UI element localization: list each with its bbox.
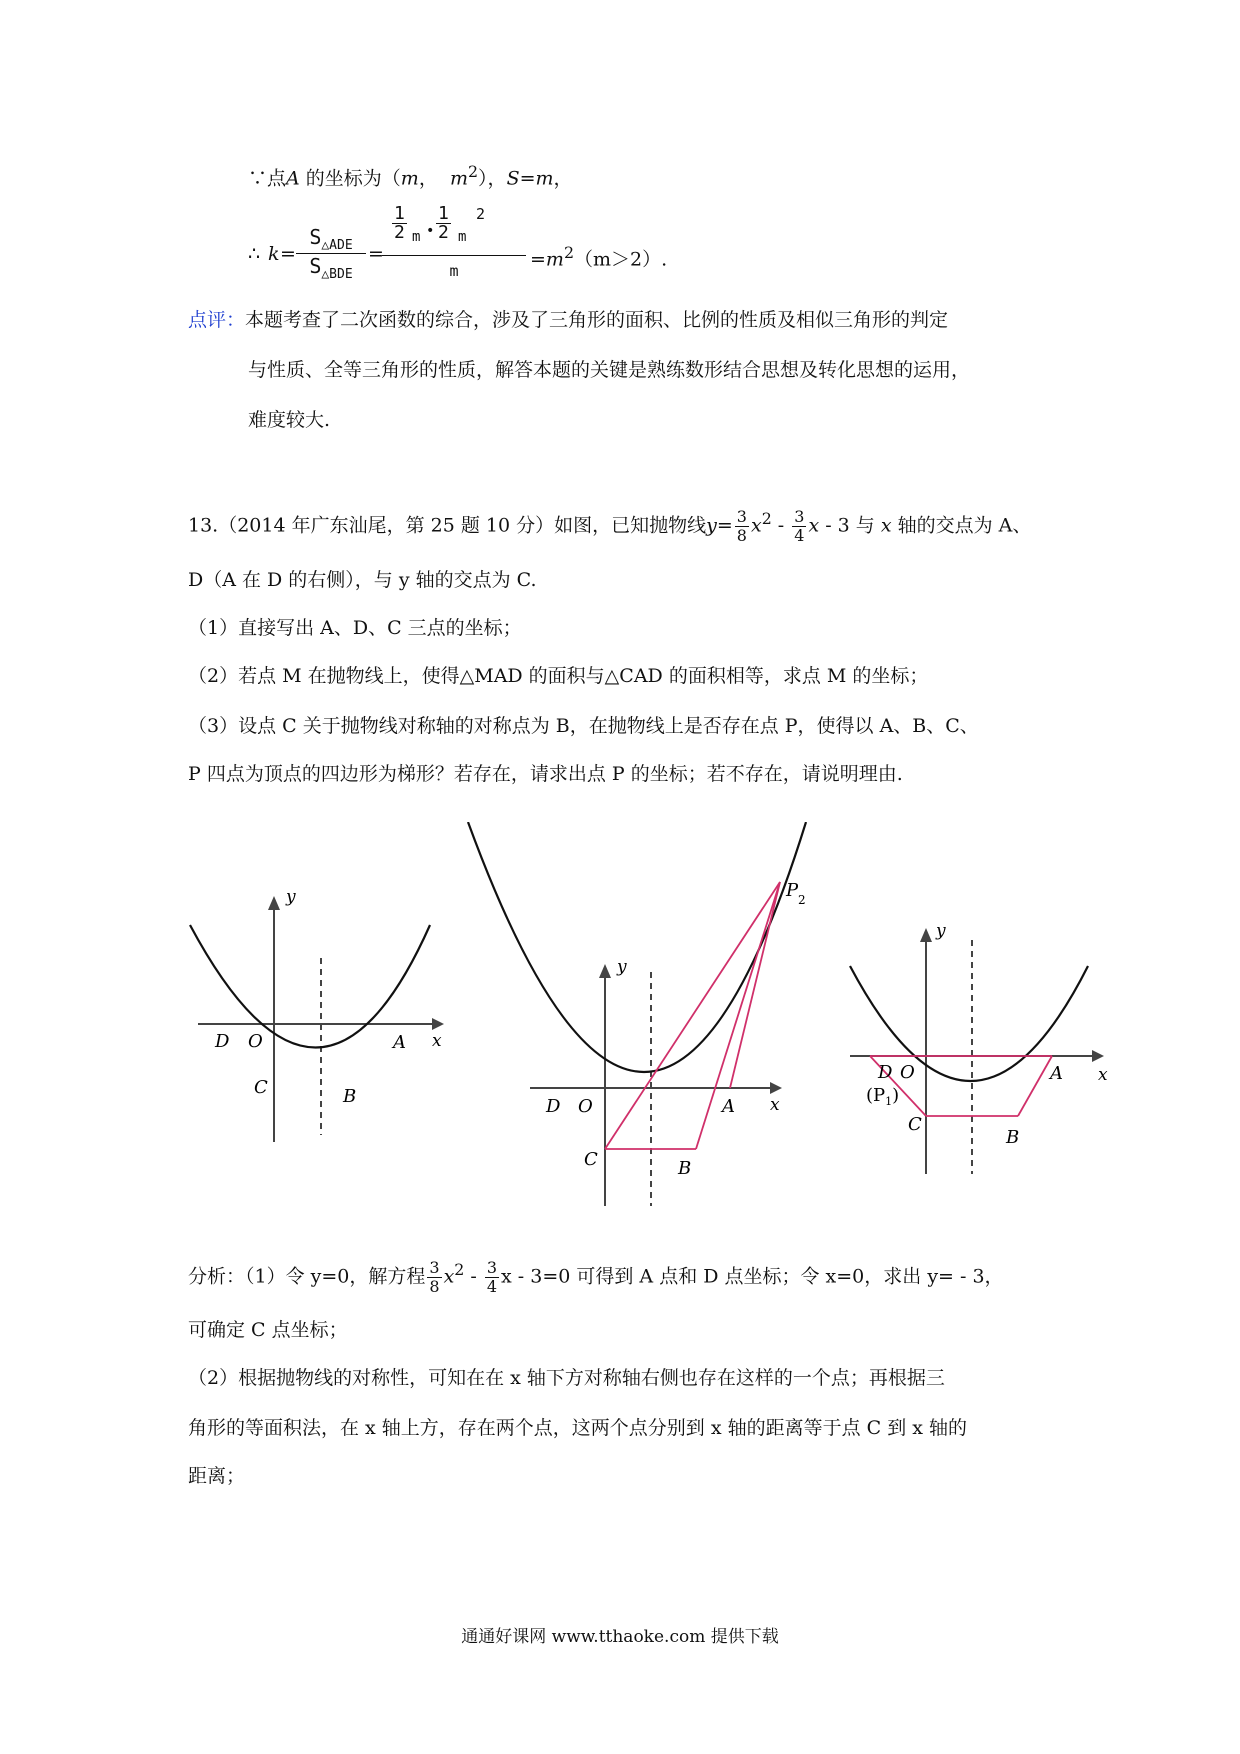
den: 2	[394, 222, 405, 243]
p1-sub: 1	[885, 1095, 893, 1108]
y-arrow	[920, 928, 932, 942]
label-d: D	[215, 1031, 230, 1052]
question-3-line-1: （3）设点 C 关于抛物线对称轴的对称点为 B，在抛物线上是否存在点 P，使得以 A、B、C、	[188, 715, 979, 737]
label-b: B	[1006, 1127, 1020, 1148]
x-var: x	[808, 514, 820, 537]
comment-line-3: 难度较大.	[248, 409, 331, 431]
segment-ap2	[730, 882, 780, 1088]
fraction-3-8	[427, 1259, 441, 1296]
question-1: （1）直接写出 A、D、C 三点的坐标；	[188, 617, 522, 639]
equals: =	[368, 243, 384, 265]
num: 3	[486, 1257, 498, 1277]
den: 2	[438, 222, 449, 243]
s-den: S	[309, 254, 322, 278]
dot: •	[426, 223, 435, 239]
den: 8	[736, 525, 747, 545]
label-p2: P	[786, 880, 799, 901]
equals: =	[280, 243, 296, 265]
label-y: y	[936, 921, 946, 941]
label-o: O	[248, 1031, 263, 1052]
parabola	[468, 822, 806, 1072]
m-term: m	[412, 229, 421, 245]
label-d: D	[546, 1096, 561, 1117]
square: 2	[476, 205, 486, 223]
coord-text: 的坐标为（	[299, 167, 401, 190]
label-c: C	[254, 1077, 268, 1098]
den: 4	[486, 1276, 498, 1296]
equals: =	[519, 167, 536, 190]
product-fraction	[382, 205, 526, 280]
problem-intro	[188, 505, 1031, 555]
num: 3	[429, 1257, 440, 1277]
sub-ade: △ADE	[321, 238, 353, 253]
comma: ，	[553, 167, 573, 190]
analysis-line-5: 距离；	[188, 1465, 246, 1487]
num: 1	[394, 203, 405, 224]
fraction-3-8	[735, 508, 749, 545]
comma: ，	[418, 167, 438, 190]
sup: 2	[761, 509, 772, 528]
half-fraction	[392, 205, 407, 242]
equals: =	[716, 514, 733, 537]
coordinate-statement	[248, 158, 573, 192]
label-a: A	[1050, 1063, 1063, 1084]
x-var: x	[443, 1265, 455, 1288]
label-x: x	[432, 1031, 442, 1051]
parabola	[190, 925, 430, 1048]
superscript: 2	[467, 162, 479, 181]
result-text	[530, 243, 667, 271]
tail: - 3 与	[819, 514, 881, 537]
label-o: O	[900, 1062, 915, 1083]
segment-bp2	[696, 882, 780, 1149]
because-text: ∵点	[248, 167, 287, 190]
den-m: m	[449, 262, 459, 280]
result: =m	[530, 248, 564, 271]
footer-credit: 通通好课网 www.tthaoke.com 提供下载	[461, 1627, 779, 1647]
label-b: B	[343, 1086, 357, 1107]
comment-text: 本题考查了二次函数的综合，涉及了三角形的面积、比例的性质及相似三角形的判定	[245, 309, 949, 331]
label-p1	[866, 1085, 899, 1108]
s-num: S	[309, 225, 322, 249]
y-var: y	[706, 514, 717, 537]
analysis-line-3: （2）根据抛物线的对称性，可知在在 x 轴下方对称轴右侧也存在这样的一个点；再根据三	[188, 1367, 945, 1389]
segment-ab	[1018, 1056, 1052, 1116]
analysis-line-1	[188, 1256, 1004, 1306]
label-x: x	[1098, 1065, 1108, 1085]
comment-line-2: 与性质、全等三角形的性质，解答本题的关键是熟练数形结合思想及转化思想的运用，	[248, 359, 971, 381]
analysis-post: x - 3=0 可得到 A 点和 D 点坐标；令 x=0，求出 y= - 3，	[501, 1265, 1004, 1288]
question-2: （2）若点 M 在抛物线上，使得△MAD 的面积与△CAD 的面积相等，求点 M 的坐标；	[188, 665, 929, 687]
s-var: S	[506, 167, 520, 190]
m-var: m	[400, 167, 419, 190]
sup: 2	[454, 1260, 465, 1279]
x-arrow	[432, 1018, 444, 1030]
intro-text: 13.（2014 年广东汕尾，第 25 题 10 分）如图，已知抛物线	[188, 514, 707, 537]
num: 3	[794, 506, 805, 526]
segment-cp2	[605, 882, 780, 1149]
m-term: m	[458, 229, 467, 245]
label-d: D	[878, 1062, 893, 1083]
p1-close: )	[892, 1085, 900, 1106]
comment-label: 点评：	[188, 309, 246, 331]
fraction-3-4	[485, 1259, 499, 1296]
den: 4	[794, 525, 805, 545]
tail2: 轴的交点为 A、	[891, 514, 1032, 537]
sub-bde: △BDE	[321, 267, 353, 282]
label-o: O	[578, 1096, 593, 1117]
x-var: x	[750, 514, 762, 537]
label-a: A	[393, 1032, 406, 1053]
label-y: y	[286, 887, 296, 907]
fraction-3-4	[792, 508, 806, 545]
comment-line-1	[188, 306, 948, 334]
x-arrow	[1092, 1050, 1104, 1062]
label-b: B	[678, 1158, 692, 1179]
minus: -	[771, 514, 791, 537]
label-c: C	[584, 1149, 598, 1170]
minus: -	[464, 1265, 483, 1288]
label-p2-sub: 2	[798, 893, 806, 907]
label-c: C	[908, 1114, 922, 1135]
paren-close: ），	[478, 167, 507, 190]
label-y: y	[617, 957, 627, 977]
x-var: x	[880, 514, 892, 537]
analysis-line-2: 可确定 C 点坐标；	[188, 1319, 348, 1341]
m-var: m	[449, 167, 468, 190]
figure-3	[830, 916, 1130, 1206]
problem-line-2: D（A 在 D 的右侧），与 y 轴的交点为 C.	[188, 569, 537, 591]
figure-2	[460, 822, 860, 1212]
cond: （m＞2）.	[574, 248, 668, 271]
question-3-line-2: P 四点为顶点的四边形为梯形？若存在，请求出点 P 的坐标；若不存在，请说明理由.	[188, 763, 903, 785]
label-x: x	[770, 1095, 780, 1115]
analysis-line-4: 角形的等面积法，在 x 轴上方，存在两个点，这两个点分别到 x 轴的距离等于点 C 到 x 轴的	[188, 1417, 968, 1439]
figure-1	[180, 880, 460, 1150]
point-a: A	[286, 167, 300, 190]
den: 8	[429, 1276, 440, 1296]
sup: 2	[563, 243, 575, 262]
area-ratio-fraction	[296, 225, 366, 282]
p1: (P	[866, 1085, 886, 1106]
k-var: k	[268, 243, 280, 265]
num: 1	[438, 203, 449, 224]
y-arrow	[599, 964, 611, 978]
half-fraction-2	[436, 205, 451, 242]
y-arrow	[268, 896, 280, 910]
num: 3	[736, 506, 747, 526]
label-a: A	[722, 1096, 735, 1117]
m-var: m	[535, 167, 554, 190]
analysis-pre: 分析：（1）令 y=0，解方程	[188, 1265, 426, 1288]
x-arrow	[770, 1082, 782, 1094]
therefore-symbol: ∴	[248, 243, 261, 265]
